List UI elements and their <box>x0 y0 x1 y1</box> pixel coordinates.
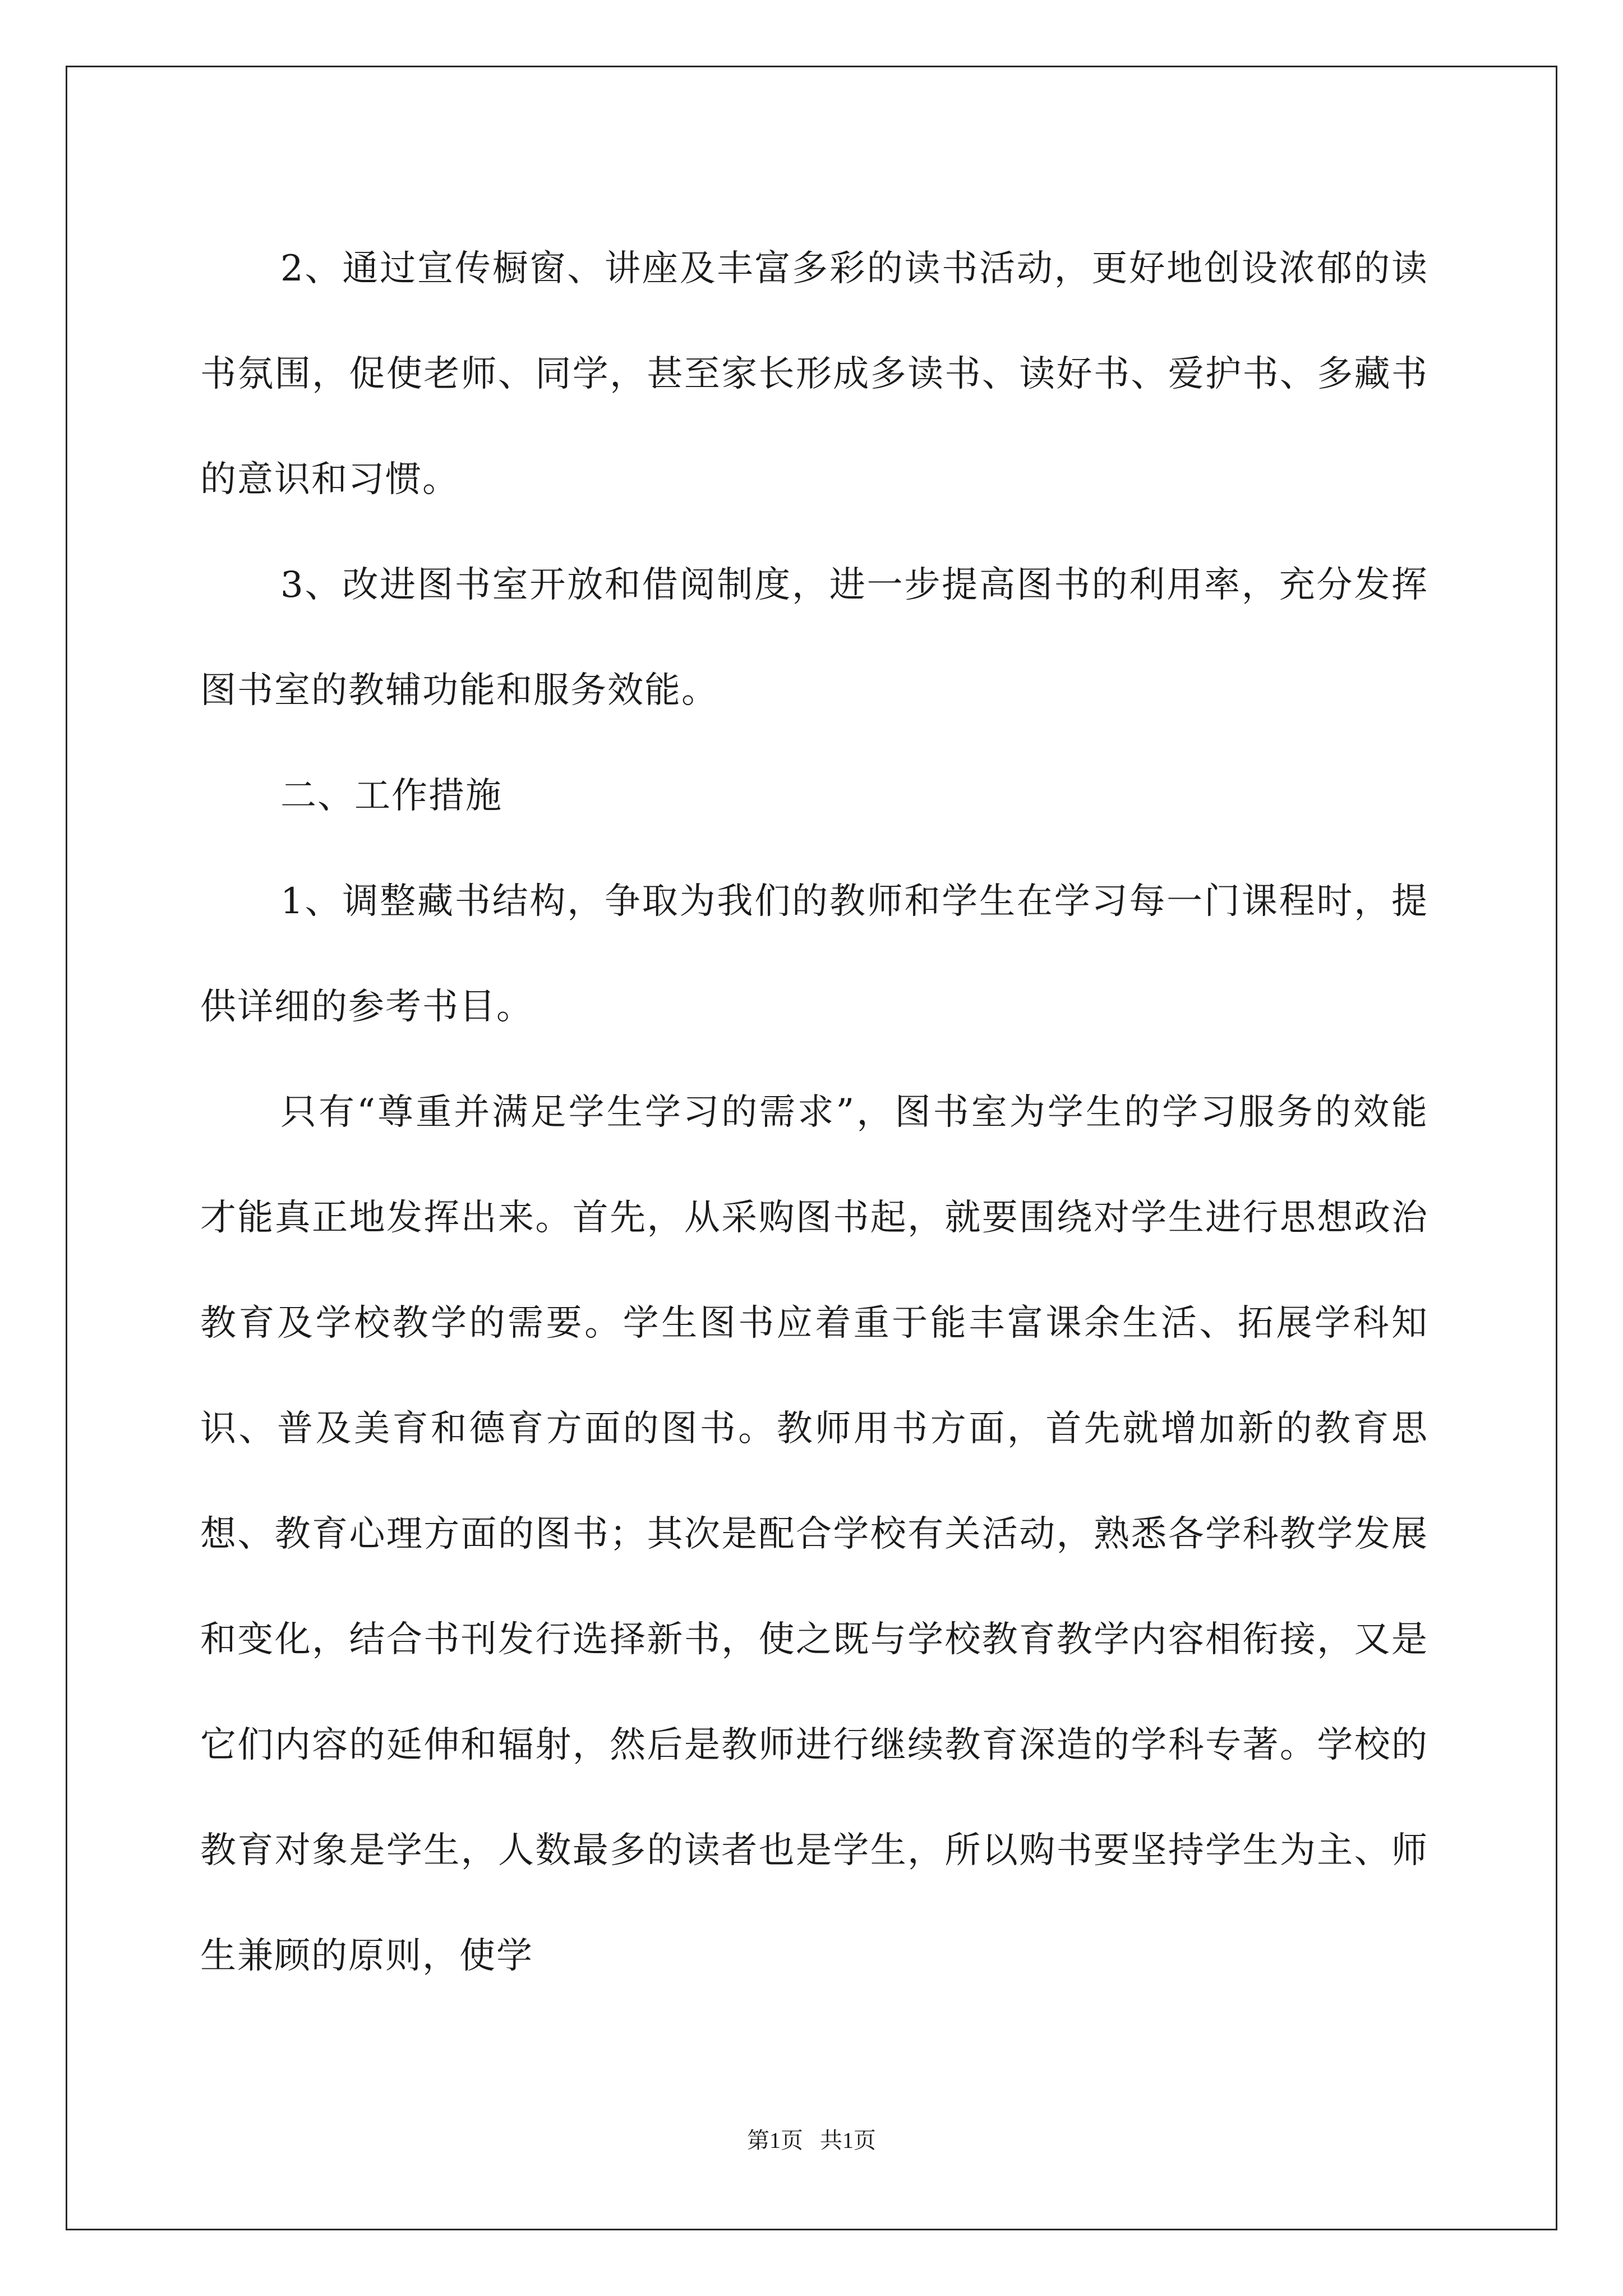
paragraph-goal-2: 2、通过宣传橱窗、讲座及丰富多彩的读书活动，更好地创设浓郁的读书氛围，促使老师、同学，甚至家长形成多读书、读好书、爱护书、多藏书的意识和习惯。 <box>200 248 1428 500</box>
document-body <box>200 216 1428 2009</box>
paragraph-measure-1: 1、调整藏书结构，争取为我们的教师和学生在学习每一门课程时，提供详细的参考书目。 <box>200 881 1428 1028</box>
page-number-footer: 第1页 共1页 <box>747 2128 876 2153</box>
section-heading-work-measures: 二、工作措施 <box>280 775 502 817</box>
paragraph-goal-3: 3、改进图书室开放和借阅制度，进一步提高图书的利用率，充分发挥图书室的教辅功能和服务效能。 <box>200 564 1428 711</box>
paragraph-student-needs: 只有“尊重并满足学生学习的需求”，图书室为学生的学习服务的效能才能真正地发挥出来。首先，从采购图书起，就要围绕对学生进行思想政治教育及学校教学的需要。学生图书应着重于能丰富课余生活、拓展学科知识、普及美育和德育方面的图书。教师用书方面，首先就增加新的教育思想、教育心理方面的图书；其次是配合学校有关活动，熟悉各学科教学发展和变化，结合书刊发行选择新书，使之既与学校教育教学内容相衔接，又是它们内容的延伸和辐射，然后是教师进行继续教育深造的学科专著。学校的教育对象是学生，人数最多的读者也是学生，所以购书要坚持学生为主、师生兼顾的原则，使学 <box>200 1092 1428 1977</box>
